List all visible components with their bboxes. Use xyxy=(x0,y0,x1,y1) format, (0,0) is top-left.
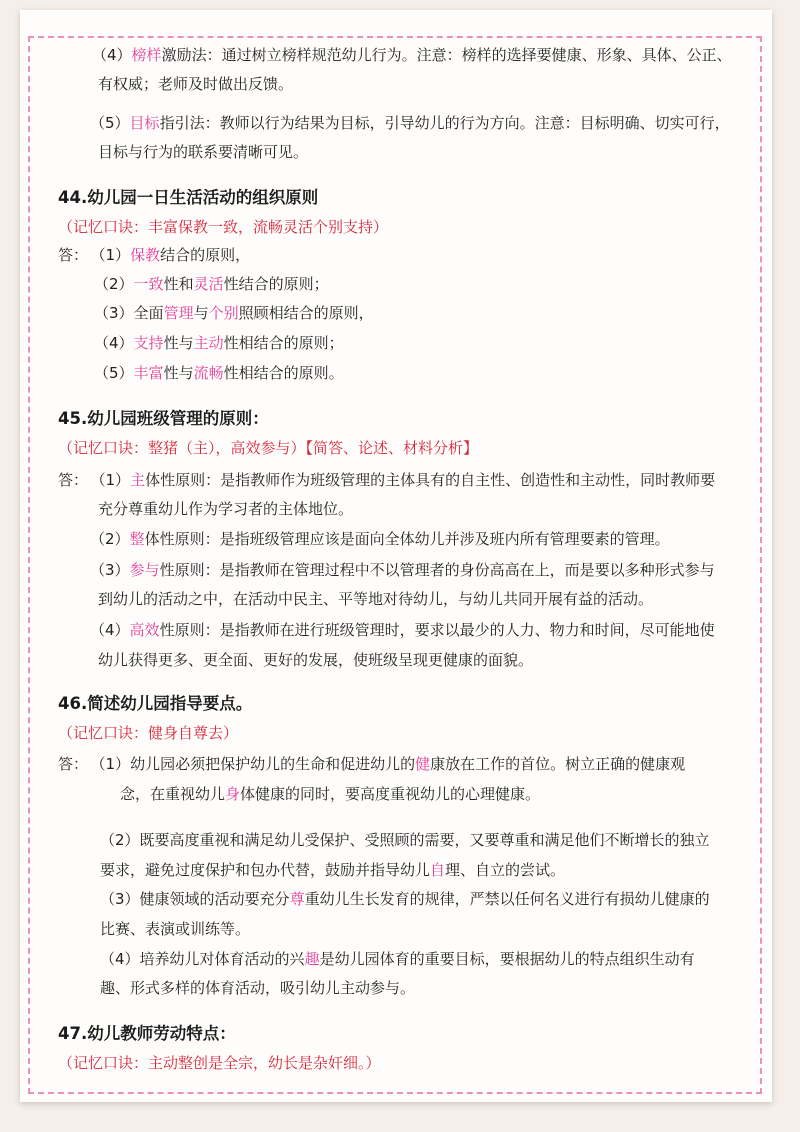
s45-item3-line2: 到幼儿的活动之中，在活动中民主、平等地对待幼儿，与幼儿共同开展有益的活动。 xyxy=(98,590,654,608)
section-46-mnemonic: （记忆口诀：健身自尊去） xyxy=(58,724,239,742)
section-47-title: 47.幼儿教师劳动特点： xyxy=(58,1024,236,1043)
keyword: 身 xyxy=(225,785,241,803)
s46-item1-line1: 答： （1）幼儿园必须把保护幼儿的生命和促进幼儿的健康放在工作的首位。树立正确的健康观 xyxy=(58,755,686,773)
s44-item4: （4）支持性与主动性相结合的原则； xyxy=(94,334,344,352)
keyword: 丰富 xyxy=(133,364,164,382)
keyword: 高效 xyxy=(129,621,160,639)
page-sheet xyxy=(20,10,772,1102)
s45-item4-line2: 幼儿获得更多、更全面、更好的发展，使班级呈现更健康的面貌。 xyxy=(98,651,534,669)
keyword: 自 xyxy=(430,861,446,879)
s46-item3-line2: 比赛、表演或训练等。 xyxy=(100,920,251,938)
keyword: 保教 xyxy=(130,246,161,264)
s45-item2: （2）整体性原则：是指班级管理应该是面向全体幼儿并涉及班内所有管理要素的管理。 xyxy=(90,530,670,548)
section-44-mnemonic: （记忆口诀：丰富保教一致，流畅灵活个别支持） xyxy=(58,218,389,236)
keyword: 趣 xyxy=(304,950,320,968)
keyword: 一致 xyxy=(133,275,164,293)
section-45-title: 45.幼儿园班级管理的原则： xyxy=(58,409,269,428)
keyword: 健 xyxy=(415,755,431,773)
page-content xyxy=(20,10,772,1102)
s44-item1: 答： （1）保教结合的原则， xyxy=(58,246,251,264)
s43-item5-line1: （5）目标指引法：教师以行为结果为目标，引导幼儿的行为方向。注意：目标明确、切实可行， xyxy=(90,114,730,132)
s43-item4-line1: （4）榜样激励法：通过树立榜样规范幼儿行为。注意：榜样的选择要健康、形象、具体、公正、 xyxy=(92,46,732,64)
section-45-mnemonic: （记忆口诀：整猪（主），高效参与）【简答、论述、材料分析】 xyxy=(58,439,479,457)
s46-item1-line2: 念，在重视幼儿身体健康的同时，要高度重视幼儿的心理健康。 xyxy=(120,785,541,803)
answer-label: 答： xyxy=(58,471,89,489)
keyword: 主动 xyxy=(193,334,224,352)
s46-item3-line1: （3）健康领域的活动要充分尊重幼儿生长发育的规律，严禁以任何名义进行有损幼儿健康的 xyxy=(100,890,710,908)
s44-item5: （5）丰富性与流畅性相结合的原则。 xyxy=(94,364,344,382)
s46-item2-line1: （2）既要高度重视和满足幼儿受保护、受照顾的需要，又要尊重和满足他们不断增长的独立 xyxy=(100,831,710,849)
keyword: 支持 xyxy=(133,334,164,352)
keyword: 榜样 xyxy=(131,46,162,64)
keyword: 流畅 xyxy=(193,364,224,382)
keyword: 主 xyxy=(130,471,146,489)
s44-item2: （2）一致性和灵活性结合的原则； xyxy=(94,275,329,293)
keyword: 灵活 xyxy=(193,275,224,293)
s45-item1-line2: 充分尊重幼儿作为学习者的主体地位。 xyxy=(98,500,354,518)
s46-item4-line2: 趣、形式多样的体育活动，吸引幼儿主动参与。 xyxy=(100,979,416,997)
answer-label: 答： xyxy=(58,755,89,773)
s45-item3-line1: （3）参与性原则：是指教师在管理过程中不以管理者的身份高高在上，而是要以多种形式参与 xyxy=(90,561,715,579)
keyword: 目标 xyxy=(129,114,160,132)
keyword: 尊 xyxy=(289,890,305,908)
keyword: 整 xyxy=(129,530,145,548)
s44-item3: （3）全面管理与个别照顾相结合的原则， xyxy=(94,304,374,322)
keyword: 管理 xyxy=(163,304,194,322)
s43-item5-line2: 目标与行为的联系要清晰可见。 xyxy=(98,143,309,161)
s45-item1-line1: 答： （1）主体性原则：是指教师作为班级管理的主体具有的自主性、创造性和主动性，同时教师要 xyxy=(58,471,716,489)
question-type-tags: 【简答、论述、材料分析】 xyxy=(305,439,479,457)
section-44-title: 44.幼儿园一日生活活动的组织原则 xyxy=(58,188,319,207)
s43-item4-line2: 有权威；老师及时做出反馈。 xyxy=(98,75,294,93)
answer-label: 答： xyxy=(58,246,89,264)
keyword: 参与 xyxy=(129,561,160,579)
s45-item4-line1: （4）高效性原则：是指教师在进行班级管理时，要求以最少的人力、物力和时间，尽可能地使 xyxy=(90,621,715,639)
section-47-mnemonic: （记忆口诀：主动整创是全宗，幼长是杂奸细。） xyxy=(58,1054,381,1072)
s46-item4-line1: （4）培养幼儿对体育活动的兴趣是幼儿园体育的重要目标，要根据幼儿的特点组织生动有 xyxy=(100,950,695,968)
section-46-title: 46.简述幼儿园指导要点。 xyxy=(58,694,253,713)
s46-item2-line2: 要求，避免过度保护和包办代替，鼓励并指导幼儿自理、自立的尝试。 xyxy=(100,861,566,879)
keyword: 个别 xyxy=(208,304,239,322)
